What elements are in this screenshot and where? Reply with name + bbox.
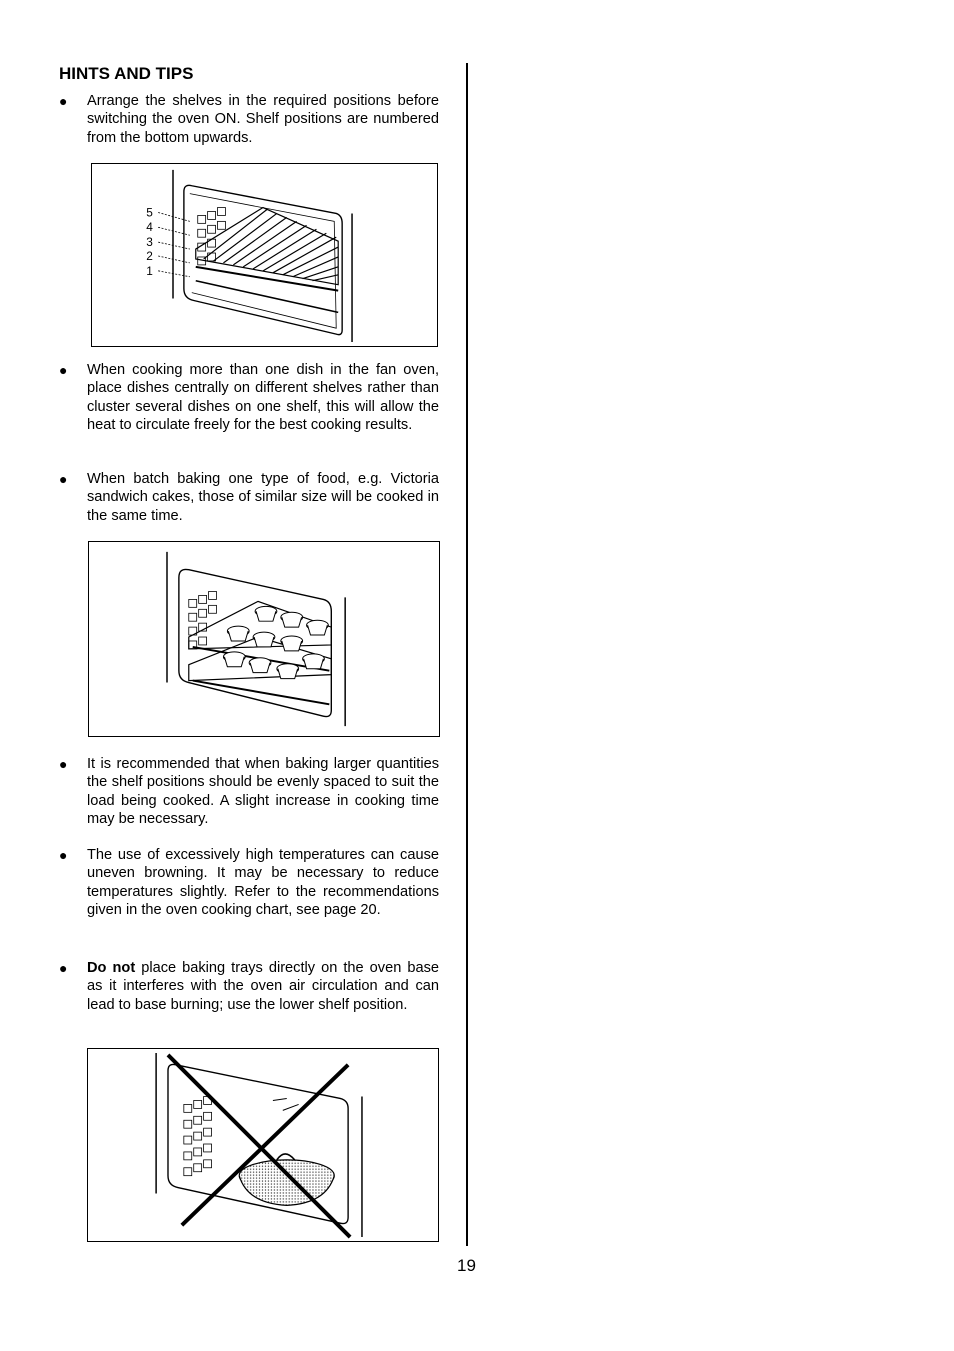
oven-base-warning-diagram xyxy=(87,1048,439,1242)
oven-cupcakes-illustration xyxy=(89,542,439,736)
crossed-out-oven-illustration xyxy=(88,1049,438,1241)
shelf-positions-diagram xyxy=(91,163,438,347)
tip-multiple-dishes xyxy=(59,361,439,435)
bullet-icon: ● xyxy=(59,362,68,378)
bullet-icon: ● xyxy=(59,960,68,976)
bullet-icon: ● xyxy=(59,471,68,487)
bullet-icon: ● xyxy=(59,756,68,772)
page-number: 19 xyxy=(457,1256,476,1275)
bullet-icon: ● xyxy=(59,93,68,109)
tip-high-temperatures xyxy=(59,846,439,920)
shelf-label-2: 2 xyxy=(146,248,153,263)
tip-text: The use of excessively high temperatures can cause uneven browning. It may be necessary to reduce temperatures slightly. Refer to the recommendations given in the oven cooking chart, see page 20. xyxy=(87,847,439,919)
oven-shelves-illustration xyxy=(92,164,437,346)
tip-shelf-positions xyxy=(59,92,439,147)
tip-text xyxy=(87,959,439,1014)
tip-batch-baking xyxy=(59,470,439,525)
shelf-label-4: 4 xyxy=(146,220,153,235)
tip-do-not-base xyxy=(59,959,439,1014)
shelf-label-3: 3 xyxy=(146,235,153,250)
shelf-label-1: 1 xyxy=(146,263,153,278)
batch-baking-diagram xyxy=(88,541,440,737)
tip-text: It is recommended that when baking larger quantities the shelf positions should be evenly spaced to suit the load being cooked. A slight increase in cooking time may be necessary. xyxy=(87,756,439,828)
warning-emphasis: Do not xyxy=(87,960,136,976)
warning-text: place baking trays directly on the oven base as it interferes with the oven air circulation and can lead to base burning; use the lower shelf position. xyxy=(87,960,439,1013)
tip-larger-quantities xyxy=(59,755,439,829)
tip-text: Arrange the shelves in the required positions before switching the oven ON. Shelf positions are numbered from the bottom upwards. xyxy=(87,93,439,146)
tip-text: When batch baking one type of food, e.g. Victoria sandwich cakes, those of similar size will be cooked in the same time. xyxy=(87,471,439,524)
column-divider xyxy=(466,63,468,1246)
tip-text: When cooking more than one dish in the fan oven, place dishes centrally on different shelves rather than cluster several dishes on one shelf, this will allow the heat to circulate freely for the best cooking results. xyxy=(87,362,439,434)
bullet-icon: ● xyxy=(59,847,68,863)
shelf-label-5: 5 xyxy=(146,205,153,220)
section-title: HINTS AND TIPS xyxy=(59,64,194,83)
